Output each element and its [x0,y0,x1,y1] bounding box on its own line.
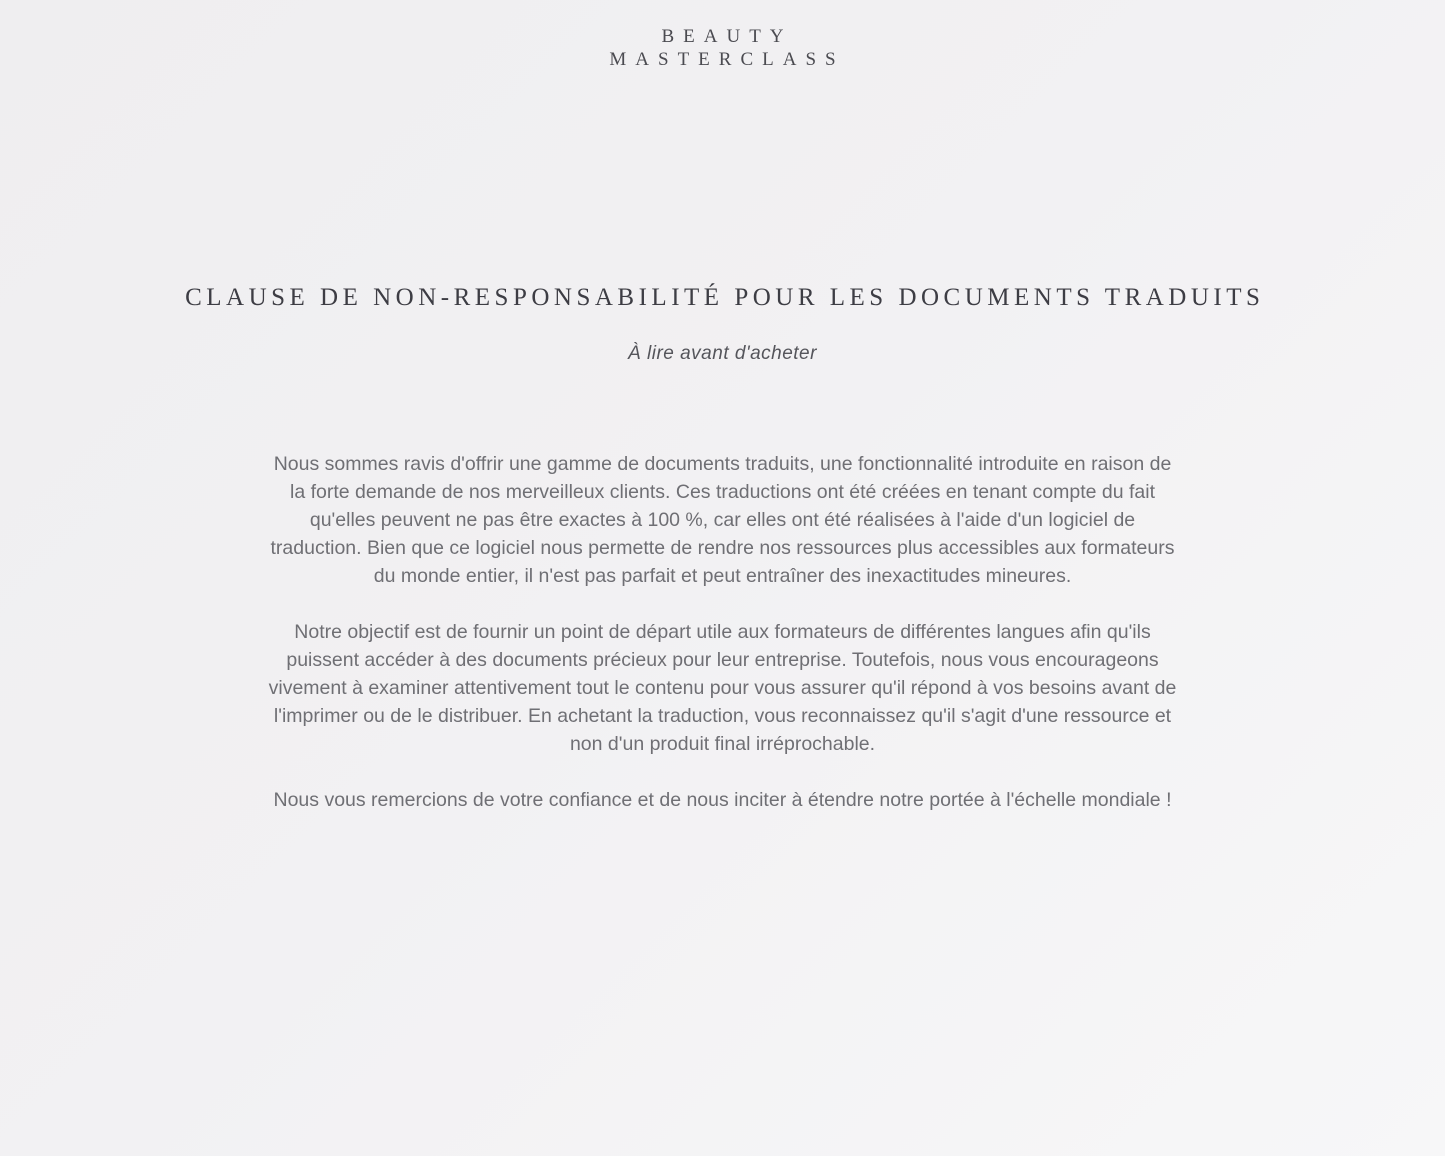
paragraph-intro: Nous sommes ravis d'offrir une gamme de documents traduits, une fonctionnalité introduite en raison de la forte demande de nos merveilleux clients. Ces traductions ont été créées en tenant compte du fait qu'elles peuvent ne pas être exactes à 100 %, car elles ont été réalisées à l'aide d'un logiciel de traduction. Bien que ce logiciel nous permette de rendre nos ressources plus accessibles aux formateurs du monde entier, il n'est pas parfait et peut entraîner des inexactitudes mineures. [270,453,1175,587]
disclaimer-body [268,450,1178,814]
brand-line-1: BEAUTY [661,26,793,47]
paragraph-objective: Notre objectif est de fournir un point de départ utile aux formateurs de différentes langues afin qu'ils puissent accéder à des documents précieux pour leur entreprise. Toutefois, nous vous encourageons vivement à examiner attentivement tout le contenu pour vous assurer qu'il répond à vos besoins avant de l'imprimer ou de le distribuer. En achetant la traduction, vous reconnaissez qu'il s'agit d'une ressource et non d'un produit final irréprochable. [268,621,1177,755]
brand-logo [0,25,1445,71]
page-subtitle: À lire avant d'acheter [628,343,817,364]
paragraph-thanks: Nous vous remercions de votre confiance et de nous inciter à étendre notre portée à l'échelle mondiale ! [273,789,1172,811]
page-title: CLAUSE DE NON-RESPONSABILITÉ POUR LES DOCUMENTS TRADUITS [185,284,1265,311]
brand-line-2: MASTERCLASS [609,49,845,70]
